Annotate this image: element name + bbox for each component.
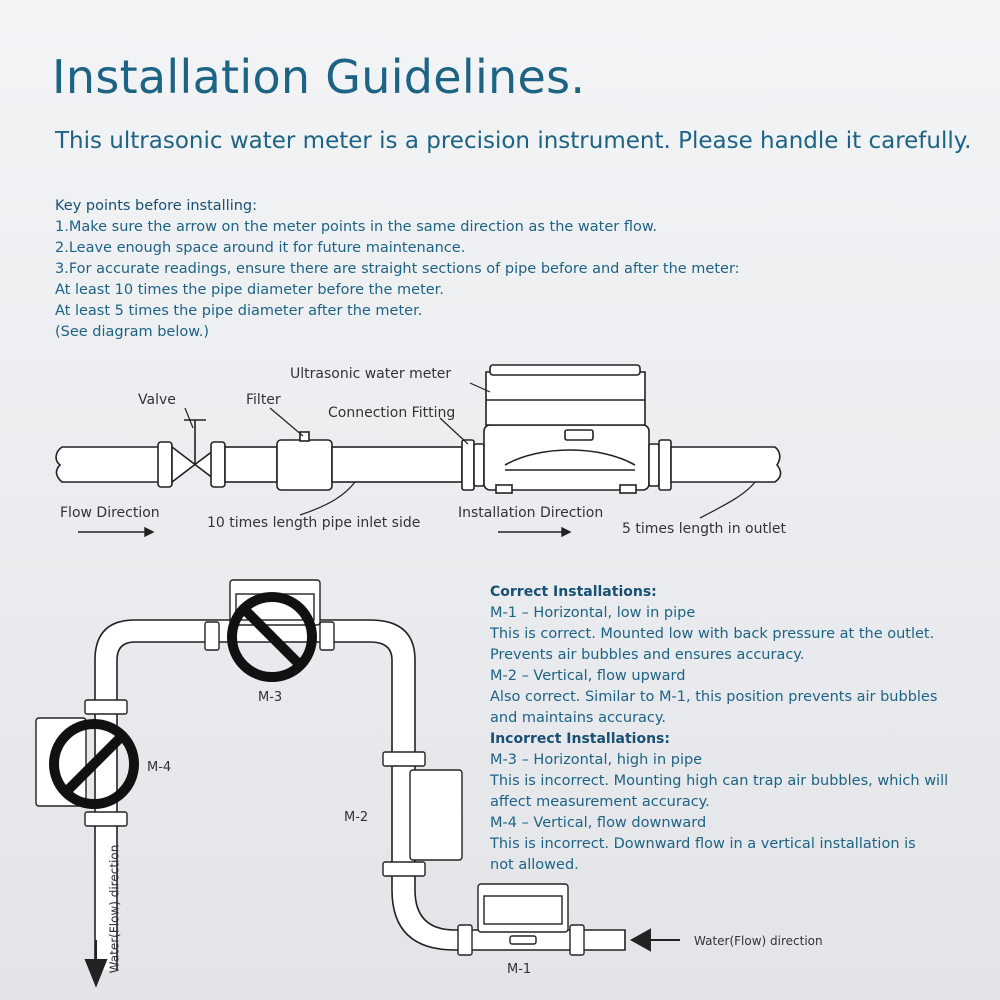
key-points-heading: Key points before installing: bbox=[55, 198, 258, 214]
incorrect-line: M-3 – Horizontal, high in pipe bbox=[490, 752, 703, 768]
installation-notes bbox=[490, 582, 948, 876]
meter-m2-icon bbox=[410, 770, 462, 860]
label-inlet: 10 times length pipe inlet side bbox=[207, 515, 421, 531]
incorrect-line: affect measurement accuracy. bbox=[490, 794, 710, 810]
correct-line: M-1 – Horizontal, low in pipe bbox=[490, 605, 696, 621]
key-point-line: 3.For accurate readings, ensure there are straight sections of pipe before and after the meter: bbox=[55, 261, 740, 277]
key-point-line: 2.Leave enough space around it for future maintenance. bbox=[55, 240, 466, 256]
key-point-line: At least 5 times the pipe diameter after the meter. bbox=[55, 303, 423, 319]
incorrect-line: not allowed. bbox=[490, 857, 579, 873]
label-filter: Filter bbox=[246, 392, 281, 408]
label-m2: M-2 bbox=[344, 810, 369, 825]
correct-line: and maintains accuracy. bbox=[490, 710, 667, 726]
label-meter: Ultrasonic water meter bbox=[290, 366, 452, 382]
pipe-flange-left bbox=[158, 442, 172, 487]
key-point-line: At least 10 times the pipe diameter before the meter. bbox=[55, 282, 444, 298]
connection-fitting-icon bbox=[462, 440, 474, 490]
correct-line: Prevents air bubbles and ensures accuracy. bbox=[490, 647, 805, 663]
page-subtitle: This ultrasonic water meter is a precision instrument. Please handle it carefully. bbox=[55, 128, 972, 154]
key-point-line: (See diagram below.) bbox=[55, 324, 210, 340]
label-fitting: Connection Fitting bbox=[328, 405, 456, 421]
correct-line: This is correct. Mounted low with back pressure at the outlet. bbox=[490, 626, 935, 642]
correct-heading: Correct Installations: bbox=[490, 584, 657, 600]
correct-line: Also correct. Similar to M-1, this position prevents air bubbles bbox=[490, 689, 938, 705]
filter-icon bbox=[277, 440, 332, 490]
key-point-line: 1.Make sure the arrow on the meter points in the same direction as the water flow. bbox=[55, 219, 657, 235]
incorrect-heading: Incorrect Installations: bbox=[490, 731, 670, 747]
pipe-outlet bbox=[671, 447, 781, 482]
correct-line: M-2 – Vertical, flow upward bbox=[490, 668, 686, 684]
pipe-inlet bbox=[56, 447, 165, 482]
label-installation-direction: Installation Direction bbox=[458, 505, 604, 521]
incorrect-line: M-4 – Vertical, flow downward bbox=[490, 815, 707, 831]
label-outlet: 5 times length in outlet bbox=[622, 521, 786, 537]
incorrect-line: This is incorrect. Mounting high can trap air bubbles, which will bbox=[490, 773, 949, 789]
label-flow-in: Water(Flow) direction bbox=[694, 934, 823, 948]
label-flow-out: Water(Flow) direction bbox=[107, 844, 122, 974]
page-title: Installation Guidelines. bbox=[52, 50, 586, 104]
label-m3: M-3 bbox=[258, 690, 283, 705]
flow-in-arrow-icon bbox=[632, 930, 650, 950]
label-valve: Valve bbox=[138, 392, 176, 408]
flow-out-arrow-icon bbox=[86, 960, 106, 985]
label-flow-direction: Flow Direction bbox=[60, 505, 160, 521]
label-m1: M-1 bbox=[507, 962, 532, 977]
incorrect-line: This is incorrect. Downward flow in a vertical installation is bbox=[490, 836, 916, 852]
label-m4: M-4 bbox=[147, 760, 172, 775]
